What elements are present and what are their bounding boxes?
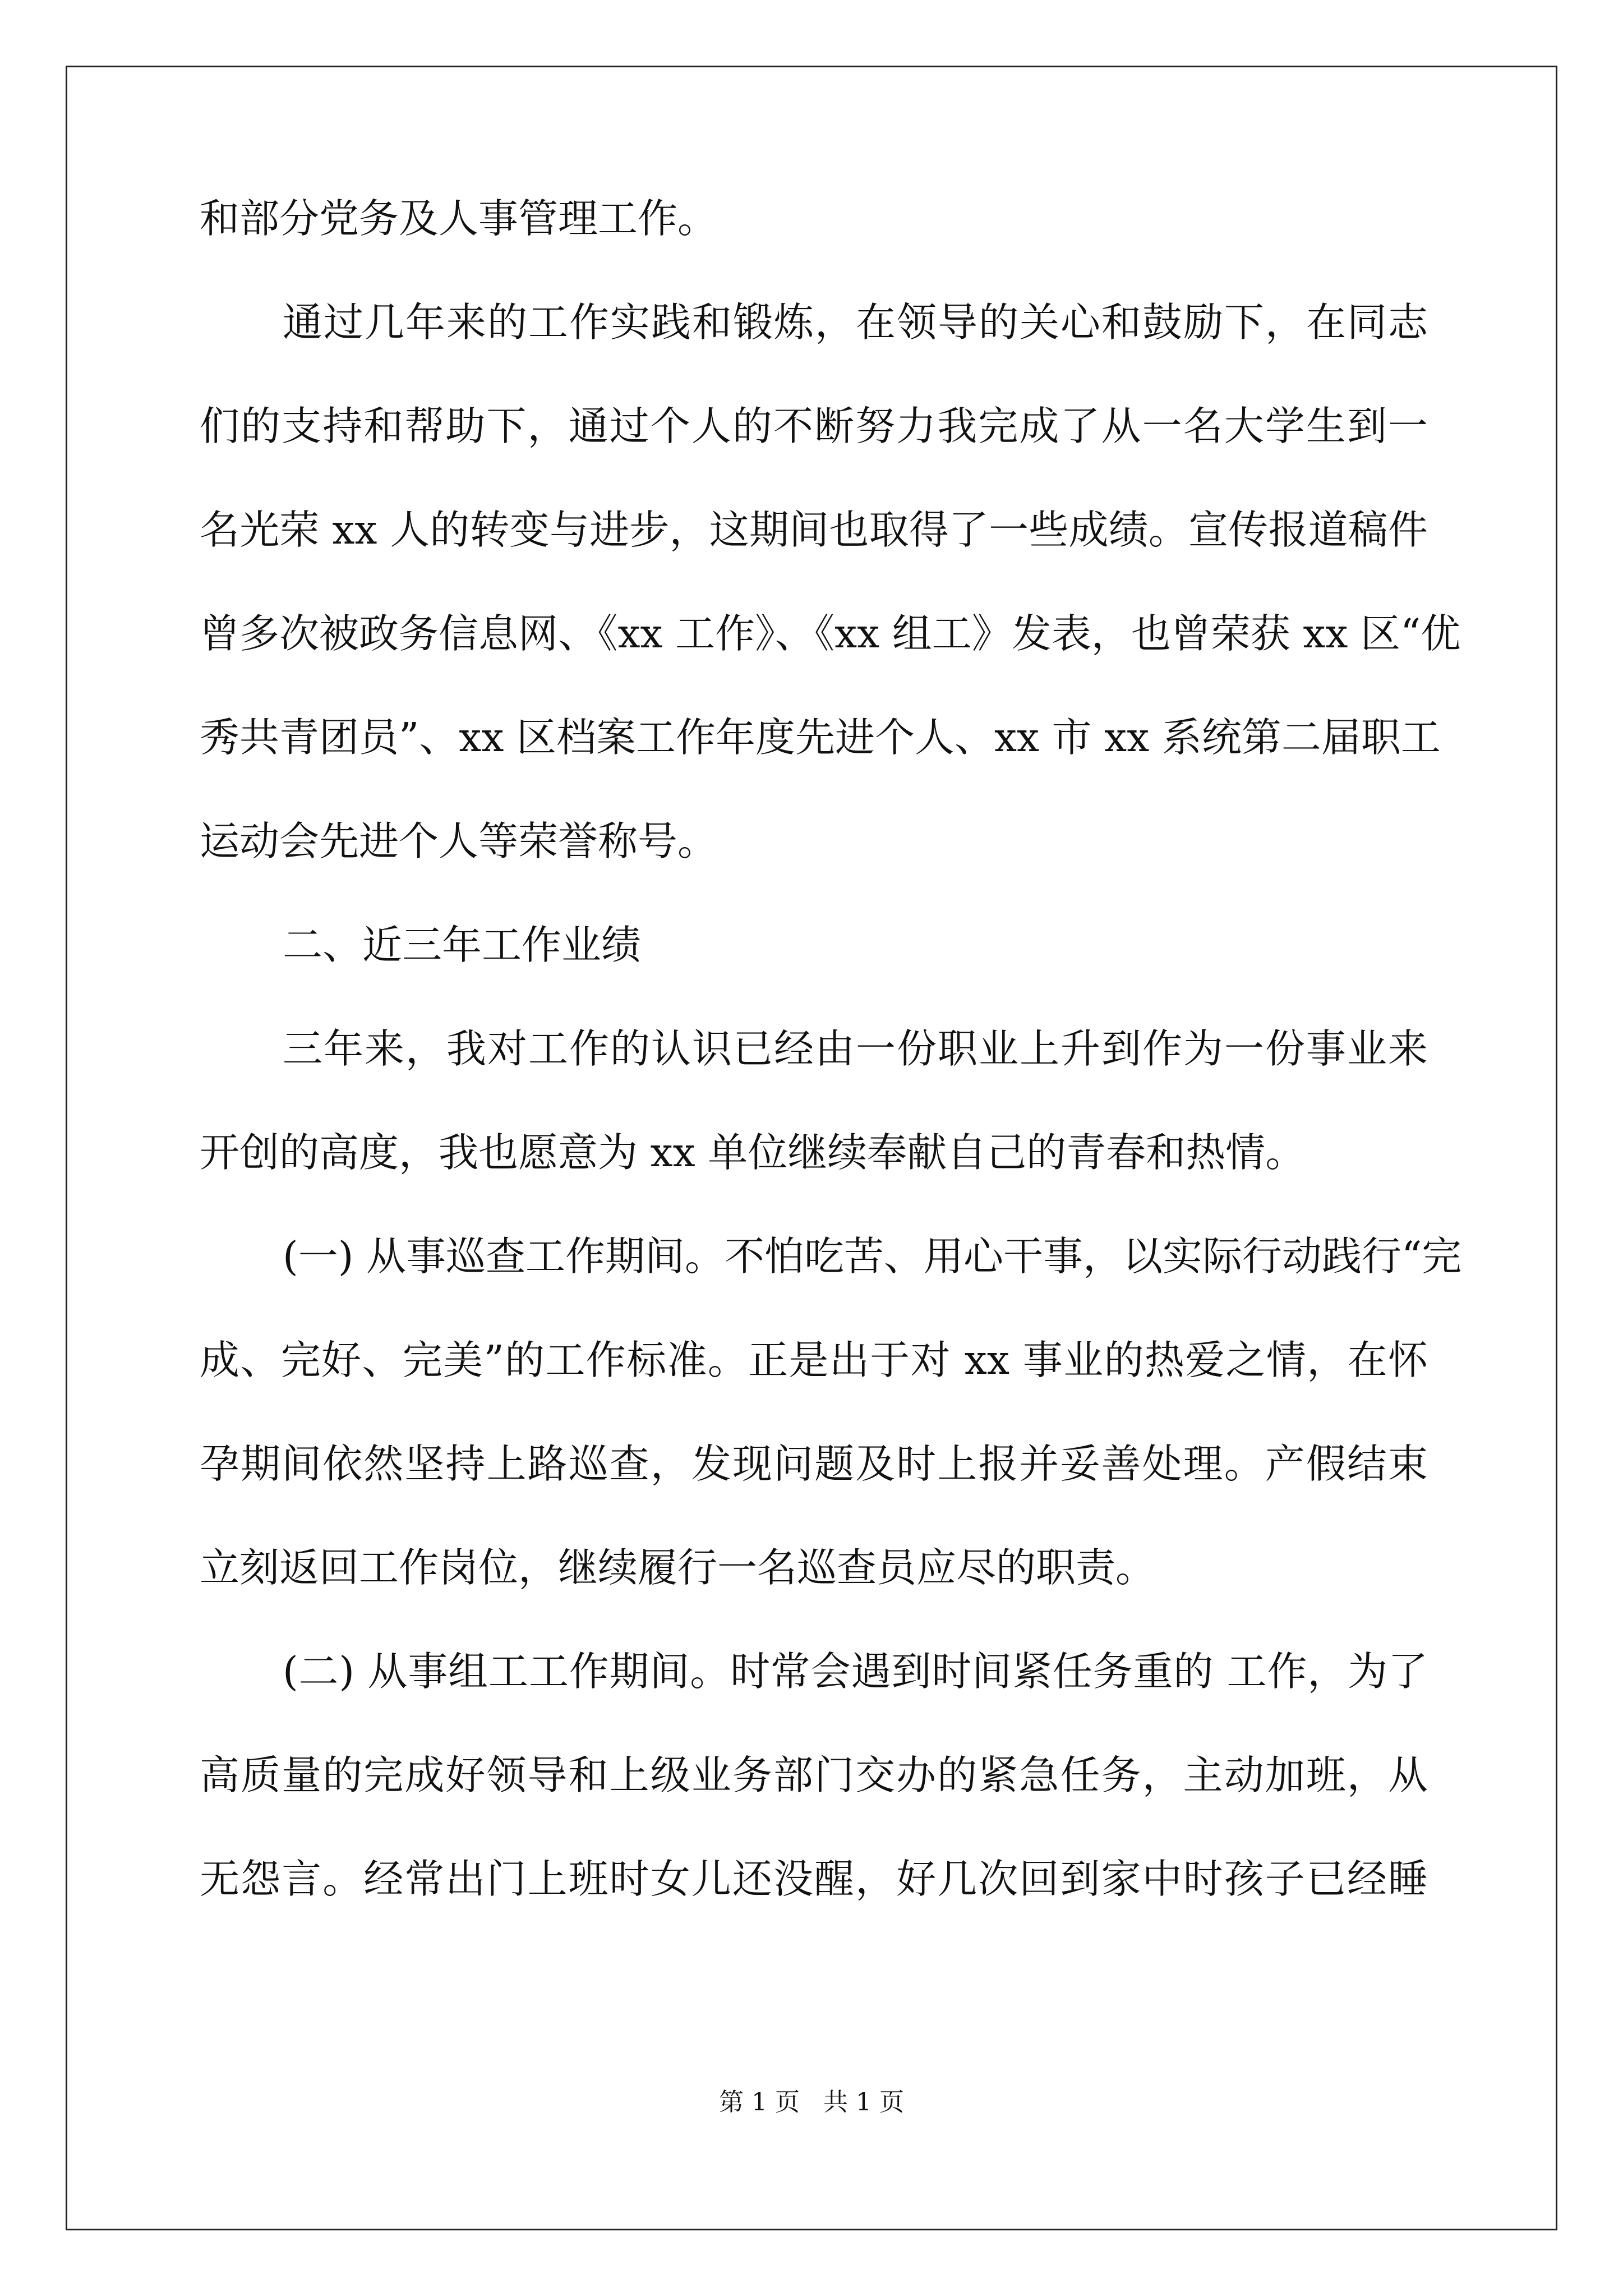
text-line: 开创的高度，我也愿意为 xx 单位继续奉献自己的青春和热情。 xyxy=(200,1129,1306,1176)
text-line: 曾多次被政务信息网、《xx 工作》、《xx 组工》发表，也曾荣获 xx 区“优 xyxy=(200,610,1461,657)
text-line: 运动会先进个人等荣誉称号。 xyxy=(200,818,718,864)
page-number-footer: 第 1 页 共 1 页 xyxy=(719,2088,904,2116)
text-line: 立刻返回工作岗位，继续履行一名巡查员应尽的职责。 xyxy=(200,1544,1156,1591)
text-line: (二) 从事组工工作期间。时常会遇到时间紧任务重的 工作，为了 xyxy=(283,1648,1428,1695)
text-line: 通过几年来的工作实践和锻炼，在领导的关心和鼓励下，在同志 xyxy=(283,299,1428,346)
text-line: 无怨言。经常出门上班时女儿还没醒，好几次回到家中时孩子已经睡 xyxy=(200,1856,1428,1902)
text-line: 三年来，我对工作的认识已经由一份职业上升到作为一份事业来 xyxy=(283,1025,1428,1072)
text-line: 高质量的完成好领导和上级业务部门交办的紧急任务，主动加班，从 xyxy=(200,1752,1428,1798)
text-line: 们的支持和帮助下，通过个人的不断努力我完成了从一名大学生到一 xyxy=(200,403,1428,449)
text-line: (一) 从事巡查工作期间。不怕吃苦、用心干事，以实际行动践行“完 xyxy=(283,1233,1462,1280)
text-line: 名光荣 xx 人的转变与进步，这期间也取得了一些成绩。宣传报道稿件 xyxy=(200,507,1428,553)
text-line: 孕期间依然坚持上路巡查，发现问题及时上报并妥善处理。产假结束 xyxy=(200,1441,1428,1487)
text-line: 秀共青团员”、xx 区档案工作年度先进个人、xx 市 xx 系统第二届职工 xyxy=(200,714,1441,761)
text-line: 成、完好、完美”的工作标准。正是出于对 xx 事业的热爱之情，在怀 xyxy=(200,1337,1428,1383)
section-heading: 二、近三年工作业绩 xyxy=(283,922,642,968)
text-line: 和部分党务及人事管理工作。 xyxy=(200,195,718,242)
